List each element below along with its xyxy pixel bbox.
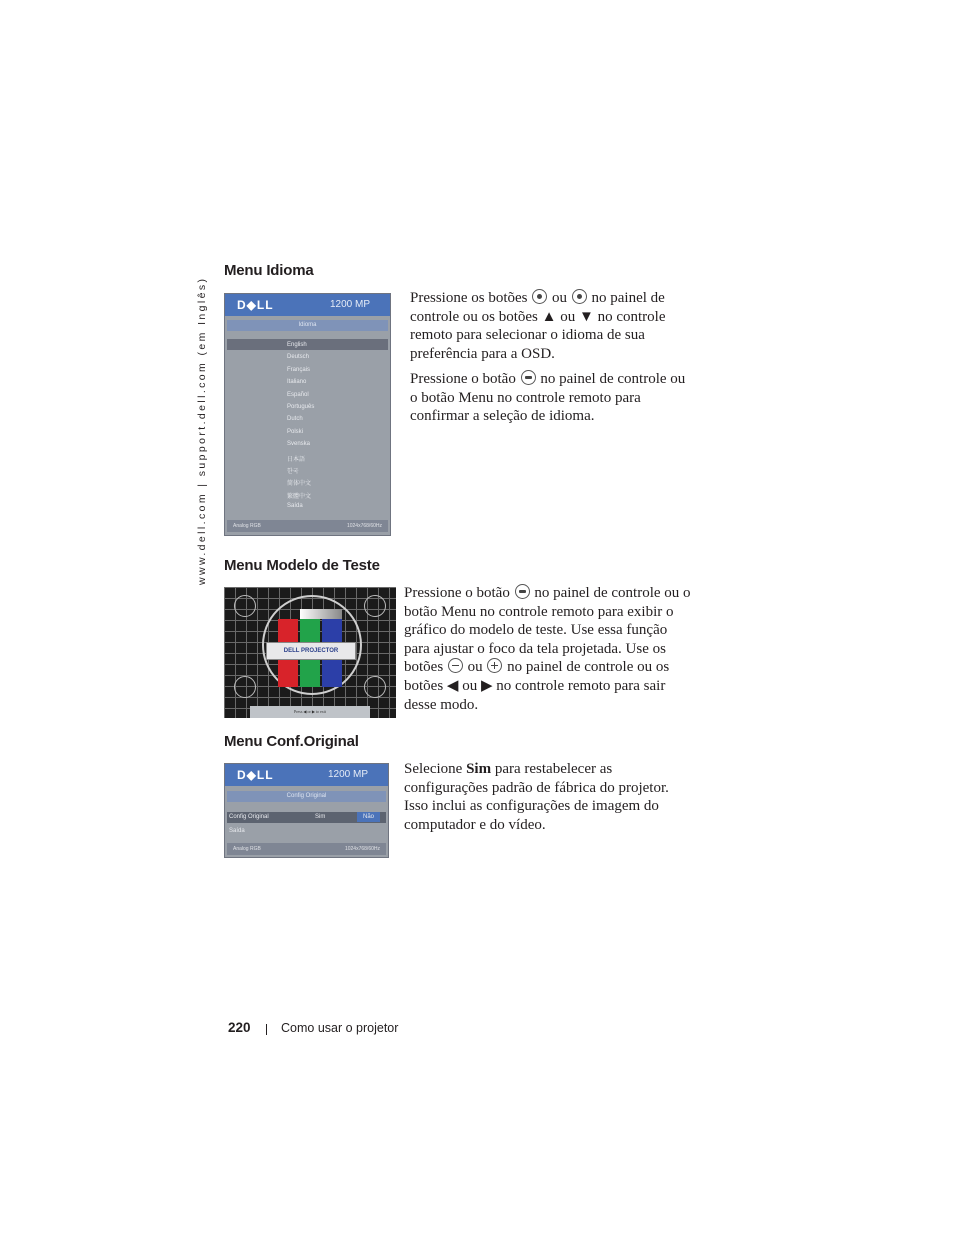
osd-language-item: Svenska (287, 441, 311, 448)
osd-language-item: Saída (287, 503, 303, 510)
footer-title: Como usar o projetor (281, 1021, 399, 1035)
text-fragment: ou (467, 659, 483, 676)
osd-row-label: Config Original (229, 814, 269, 820)
pattern-gray-ramp (300, 609, 342, 619)
dell-logo: D◆LL (237, 768, 274, 782)
pattern-corner (364, 676, 386, 698)
text-fragment: no painel de controle ou o botão Menu no controle remoto para exibir o gráfico do modelo de teste. Use essa função para ajustar o foco da tela projetada. Use os botões (404, 585, 691, 676)
osd-selected-row (227, 339, 388, 350)
side-url-text: www.dell.com | support.dell.com (em Inglês) (196, 276, 208, 585)
osd-model: 1200 MP (329, 299, 370, 310)
pattern-bottom-bar: Press ◀ or ▶ to exit (250, 706, 370, 718)
text-fragment: Pressione o botão (404, 585, 510, 601)
osd-footer (227, 520, 388, 532)
osd-option-no: Não (357, 812, 380, 822)
pattern-corner (234, 676, 256, 698)
page-number: 220 (228, 1020, 251, 1035)
osd-conf-original-screenshot (224, 763, 389, 858)
down-button-icon (572, 289, 587, 304)
osd-foot-right: 1024x768/60Hz (346, 523, 382, 529)
osd-foot-right: 1024x768/60Hz (344, 846, 380, 852)
text-fragment: Pressione o botão (410, 371, 516, 387)
osd-foot-left: Analog RGB (233, 523, 261, 529)
osd-language-item: Dutch (287, 416, 303, 423)
pattern-corner (364, 595, 386, 617)
osd-language-item: 한국 (287, 469, 299, 475)
text-fragment: Pressione os botões (410, 290, 528, 306)
osd-language-item: English (287, 342, 307, 348)
osd-language-item: Italiano (287, 379, 307, 386)
footer-separator (266, 1024, 267, 1035)
menu-button-icon (515, 584, 530, 599)
osd-language-item: 简体中文 (287, 481, 312, 488)
idioma-paragraph-2 (410, 370, 690, 426)
heading-menu-modelo-de-teste: Menu Modelo de Teste (224, 557, 380, 574)
osd-language-item: Español (287, 391, 309, 398)
osd-title-bar: Config Original (227, 791, 386, 802)
up-button-icon (532, 289, 547, 304)
text-fragment: ou (552, 290, 567, 306)
minus-button-icon (448, 658, 463, 673)
pattern-banner: DELL PROJECTOR (266, 642, 356, 660)
side-url (196, 265, 214, 585)
osd-title-bar: Idioma (227, 320, 388, 331)
dell-logo: D◆LL (237, 298, 274, 312)
heading-menu-idioma: Menu Idioma (224, 262, 314, 279)
osd-option-yes: Sim (315, 814, 326, 820)
heading-menu-conf-original: Menu Conf.Original (224, 733, 359, 750)
text-fragment: no painel de controle ou os botões ▲ ou ▼ no controle remoto para selecionar o idioma de sua preferência para a OSD. (410, 290, 666, 362)
pattern-corner (234, 595, 256, 617)
osd-language-item: Polski (287, 428, 304, 435)
test-pattern-image (224, 587, 396, 718)
plus-button-icon (487, 658, 502, 673)
osd-idioma-screenshot (224, 293, 391, 536)
osd-language-item: 繁體中文 (287, 493, 312, 500)
text-fragment: no painel de controle ou o botão Menu no controle remoto para confirmar a seleção de idioma. (410, 371, 686, 425)
text-fragment: no painel de controle ou os botões ◀ ou ▶ no controle remoto para sair desse modo. (404, 659, 670, 713)
osd-model: 1200 MP (327, 769, 368, 780)
osd-header (225, 764, 388, 786)
osd-footer (227, 843, 386, 855)
idioma-paragraph-1 (410, 289, 690, 363)
osd-language-item: Deutsch (287, 354, 310, 361)
text-emphasis: Sim (466, 761, 492, 777)
text-fragment: para restabelecer as configurações padrão de fábrica do projetor. Isso inclui as configurações de imagem do computador e do vídeo. (404, 761, 669, 833)
osd-language-item: Français (287, 366, 311, 373)
osd-exit: Saída (229, 828, 245, 834)
osd-header (225, 294, 390, 316)
teste-paragraph (404, 584, 696, 714)
osd-foot-left: Analog RGB (233, 846, 261, 852)
text-fragment: Selecione (404, 761, 463, 777)
menu-button-icon (521, 370, 536, 385)
osd-language-item: 日本語 (287, 456, 306, 463)
osd-language-item: Português (287, 404, 315, 410)
original-paragraph (404, 760, 689, 834)
